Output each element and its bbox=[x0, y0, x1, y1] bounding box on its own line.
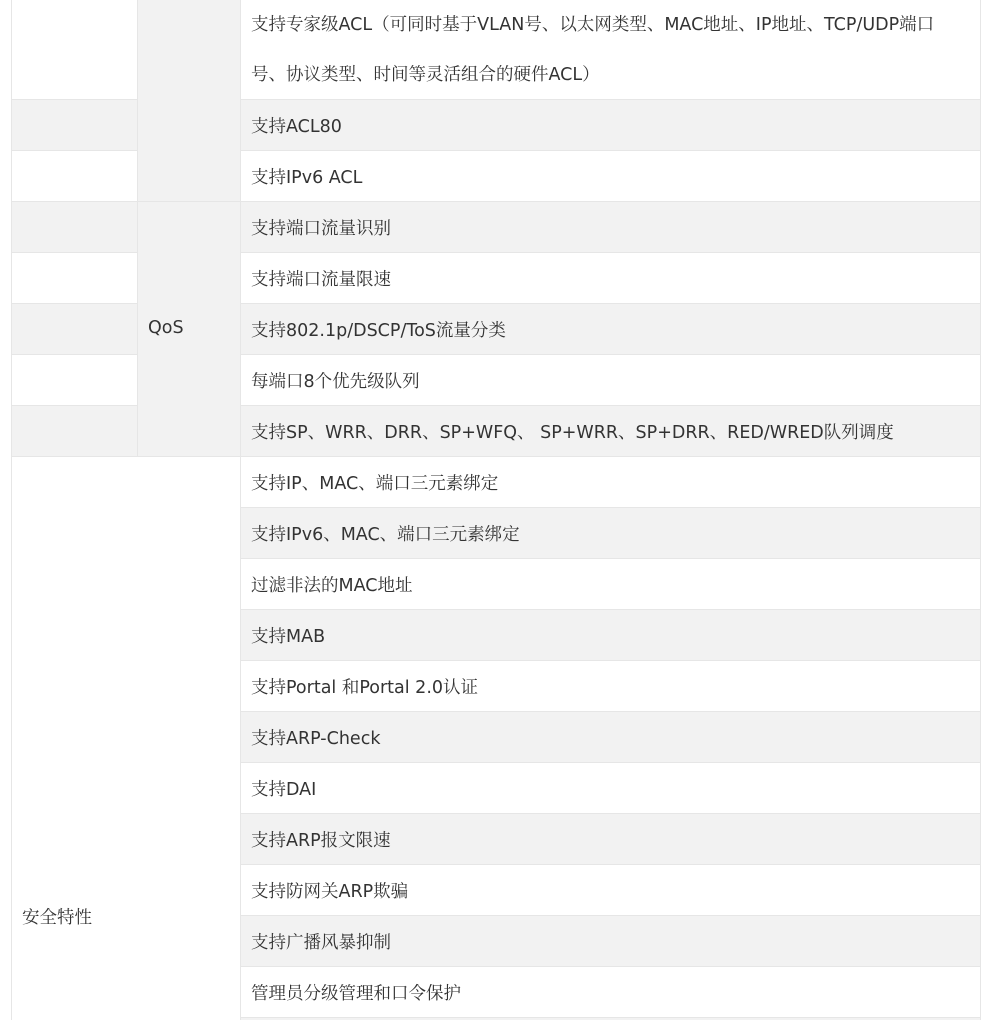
security-row-text: 支持IP、MAC、端口三元素绑定 bbox=[251, 474, 499, 494]
qos-category-cell bbox=[137, 202, 241, 457]
table-cell-empty bbox=[11, 0, 138, 100]
security-row-text: 管理员分级管理和口令保护 bbox=[251, 984, 461, 1004]
qos-row-text: 支持SP、WRR、DRR、SP+WFQ、 SP+WRR、SP+DRR、RED/WRED队列调度 bbox=[251, 423, 894, 443]
table-row bbox=[240, 916, 981, 967]
security-category-cell bbox=[11, 457, 241, 1020]
table-cell-empty bbox=[11, 100, 138, 151]
acl-category-cell bbox=[137, 0, 241, 202]
table-row bbox=[240, 406, 981, 457]
acl-expert-text: 支持专家级ACL（可同时基于VLAN号、以太网类型、MAC地址、IP地址、TCP/UDP端口号、协议类型、时间等灵活组合的硬件ACL） bbox=[251, 15, 935, 85]
qos-row-text: 支持端口流量限速 bbox=[251, 270, 391, 290]
table-row bbox=[240, 967, 981, 1018]
acl80-text: 支持ACL80 bbox=[251, 117, 342, 137]
table-row bbox=[240, 0, 981, 100]
security-row-text: 支持广播风暴抑制 bbox=[251, 933, 391, 953]
qos-row-text: 支持802.1p/DSCP/ToS流量分类 bbox=[251, 321, 506, 341]
table-row bbox=[240, 661, 981, 712]
table-cell-empty bbox=[11, 202, 138, 253]
table-cell-empty bbox=[11, 304, 138, 355]
ipv6-acl-text: 支持IPv6 ACL bbox=[251, 168, 363, 188]
security-category-label: 安全特性 bbox=[22, 908, 92, 928]
table-cell-empty bbox=[11, 253, 138, 304]
table-row bbox=[240, 100, 981, 151]
table-row bbox=[240, 457, 981, 508]
qos-category-label: QoS bbox=[148, 318, 184, 338]
security-row-text: 支持ARP-Check bbox=[251, 729, 381, 749]
security-row-text: 过滤非法的MAC地址 bbox=[251, 576, 413, 596]
table-row bbox=[240, 865, 981, 916]
security-row-text: 支持防网关ARP欺骗 bbox=[251, 882, 409, 902]
table-row bbox=[240, 763, 981, 814]
table-row bbox=[240, 355, 981, 406]
qos-row-text: 每端口8个优先级队列 bbox=[251, 372, 420, 392]
table-row bbox=[240, 610, 981, 661]
table-row bbox=[240, 712, 981, 763]
table-cell-empty bbox=[11, 355, 138, 406]
security-row-text: 支持ARP报文限速 bbox=[251, 831, 391, 851]
table-row bbox=[240, 202, 981, 253]
table-row bbox=[240, 814, 981, 865]
security-row-text: 支持Portal 和Portal 2.0认证 bbox=[251, 678, 479, 698]
security-row-text: 支持DAI bbox=[251, 780, 317, 800]
table-row bbox=[240, 151, 981, 202]
security-row-text: 支持IPv6、MAC、端口三元素绑定 bbox=[251, 525, 520, 545]
table-row bbox=[240, 559, 981, 610]
table-cell-empty bbox=[11, 151, 138, 202]
security-row-text: 支持MAB bbox=[251, 627, 326, 647]
table-row bbox=[240, 508, 981, 559]
qos-row-text: 支持端口流量识别 bbox=[251, 219, 391, 239]
table-cell-empty bbox=[11, 406, 138, 457]
table-row bbox=[240, 253, 981, 304]
table-row bbox=[240, 304, 981, 355]
